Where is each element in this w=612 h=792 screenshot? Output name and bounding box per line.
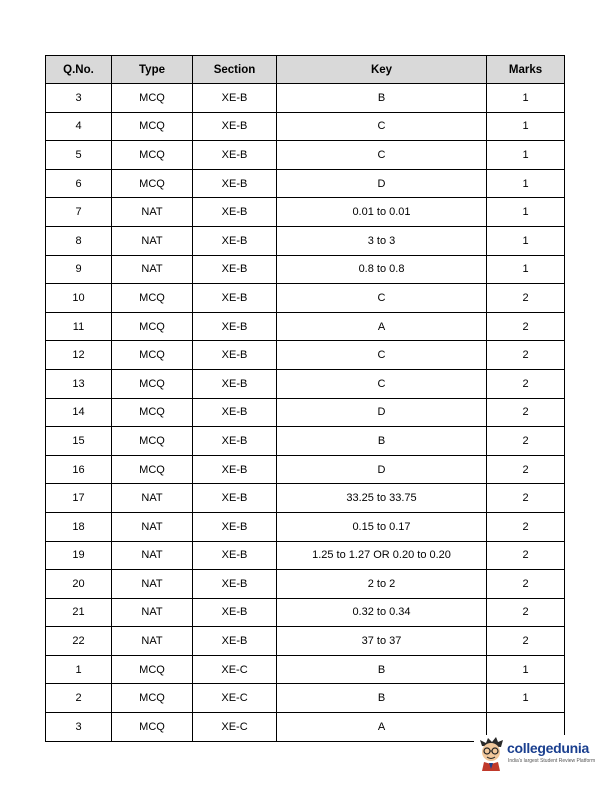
section-cell: XE-B bbox=[193, 255, 277, 284]
student-mascot-icon bbox=[476, 736, 506, 772]
table-row bbox=[46, 455, 565, 484]
key-cell: C bbox=[277, 141, 487, 170]
type-cell: MCQ bbox=[112, 713, 193, 742]
section-cell: XE-B bbox=[193, 369, 277, 398]
qno-cell: 9 bbox=[46, 255, 112, 284]
table-row bbox=[46, 198, 565, 227]
type-cell: NAT bbox=[112, 226, 193, 255]
logo-brand-text: collegedunia bbox=[507, 740, 589, 756]
qno-cell: 3 bbox=[46, 84, 112, 113]
marks-cell: 1 bbox=[487, 655, 565, 684]
table-row bbox=[46, 484, 565, 513]
marks-cell: 2 bbox=[487, 627, 565, 656]
type-cell: NAT bbox=[112, 255, 193, 284]
type-cell: NAT bbox=[112, 484, 193, 513]
qno-cell: 18 bbox=[46, 512, 112, 541]
marks-cell: 2 bbox=[487, 455, 565, 484]
section-cell: XE-B bbox=[193, 512, 277, 541]
section-cell: XE-B bbox=[193, 112, 277, 141]
section-cell: XE-B bbox=[193, 570, 277, 599]
qno-cell: 22 bbox=[46, 627, 112, 656]
marks-cell: 2 bbox=[487, 512, 565, 541]
section-cell: XE-B bbox=[193, 627, 277, 656]
qno-cell: 6 bbox=[46, 169, 112, 198]
section-cell: XE-B bbox=[193, 455, 277, 484]
marks-cell: 2 bbox=[487, 570, 565, 599]
type-cell: MCQ bbox=[112, 284, 193, 313]
type-cell: MCQ bbox=[112, 312, 193, 341]
section-cell: XE-B bbox=[193, 169, 277, 198]
marks-cell: 2 bbox=[487, 369, 565, 398]
marks-cell: 1 bbox=[487, 169, 565, 198]
key-cell: D bbox=[277, 169, 487, 198]
section-cell: XE-B bbox=[193, 198, 277, 227]
key-cell: A bbox=[277, 713, 487, 742]
table-header-row bbox=[46, 56, 565, 84]
table-row bbox=[46, 627, 565, 656]
qno-cell: 2 bbox=[46, 684, 112, 713]
qno-cell: 4 bbox=[46, 112, 112, 141]
marks-cell: 2 bbox=[487, 284, 565, 313]
key-cell: C bbox=[277, 341, 487, 370]
table-row bbox=[46, 169, 565, 198]
answer-key-table bbox=[45, 55, 565, 742]
qno-cell: 3 bbox=[46, 713, 112, 742]
type-cell: MCQ bbox=[112, 84, 193, 113]
section-cell: XE-C bbox=[193, 684, 277, 713]
table-row bbox=[46, 512, 565, 541]
type-cell: MCQ bbox=[112, 655, 193, 684]
marks-cell: 2 bbox=[487, 312, 565, 341]
type-cell: MCQ bbox=[112, 141, 193, 170]
qno-cell: 19 bbox=[46, 541, 112, 570]
qno-cell: 14 bbox=[46, 398, 112, 427]
table-row bbox=[46, 312, 565, 341]
key-cell: 2 to 2 bbox=[277, 570, 487, 599]
table-row bbox=[46, 341, 565, 370]
section-cell: XE-B bbox=[193, 341, 277, 370]
marks-cell: 1 bbox=[487, 112, 565, 141]
key-cell: D bbox=[277, 398, 487, 427]
qno-cell: 13 bbox=[46, 369, 112, 398]
qno-cell: 12 bbox=[46, 341, 112, 370]
table-body bbox=[46, 84, 565, 742]
logo-tagline: India's largest Student Review Platform bbox=[508, 758, 596, 764]
key-cell: C bbox=[277, 112, 487, 141]
table-row bbox=[46, 598, 565, 627]
qno-cell: 1 bbox=[46, 655, 112, 684]
key-cell: C bbox=[277, 369, 487, 398]
key-cell: 33.25 to 33.75 bbox=[277, 484, 487, 513]
table-row bbox=[46, 369, 565, 398]
section-cell: XE-B bbox=[193, 598, 277, 627]
table-row bbox=[46, 684, 565, 713]
marks-cell: 2 bbox=[487, 427, 565, 456]
marks-cell: 1 bbox=[487, 198, 565, 227]
section-cell: XE-B bbox=[193, 427, 277, 456]
table-row bbox=[46, 427, 565, 456]
header-key: Key bbox=[277, 56, 487, 84]
marks-cell: 1 bbox=[487, 84, 565, 113]
key-cell: C bbox=[277, 284, 487, 313]
section-cell: XE-B bbox=[193, 226, 277, 255]
type-cell: NAT bbox=[112, 512, 193, 541]
marks-cell: 1 bbox=[487, 255, 565, 284]
table-row bbox=[46, 112, 565, 141]
marks-cell: 2 bbox=[487, 341, 565, 370]
qno-cell: 10 bbox=[46, 284, 112, 313]
qno-cell: 16 bbox=[46, 455, 112, 484]
qno-cell: 21 bbox=[46, 598, 112, 627]
table-row bbox=[46, 398, 565, 427]
table-row bbox=[46, 284, 565, 313]
type-cell: NAT bbox=[112, 627, 193, 656]
marks-cell: 2 bbox=[487, 541, 565, 570]
section-cell: XE-B bbox=[193, 312, 277, 341]
marks-cell: 1 bbox=[487, 684, 565, 713]
key-cell: 0.15 to 0.17 bbox=[277, 512, 487, 541]
key-cell: 0.32 to 0.34 bbox=[277, 598, 487, 627]
type-cell: MCQ bbox=[112, 398, 193, 427]
header-type: Type bbox=[112, 56, 193, 84]
type-cell: MCQ bbox=[112, 341, 193, 370]
table-row bbox=[46, 255, 565, 284]
type-cell: MCQ bbox=[112, 369, 193, 398]
header-section: Section bbox=[193, 56, 277, 84]
table-row bbox=[46, 84, 565, 113]
type-cell: MCQ bbox=[112, 684, 193, 713]
type-cell: MCQ bbox=[112, 427, 193, 456]
section-cell: XE-C bbox=[193, 713, 277, 742]
qno-cell: 17 bbox=[46, 484, 112, 513]
type-cell: NAT bbox=[112, 598, 193, 627]
type-cell: MCQ bbox=[112, 455, 193, 484]
table-row bbox=[46, 570, 565, 599]
section-cell: XE-B bbox=[193, 398, 277, 427]
section-cell: XE-B bbox=[193, 84, 277, 113]
header-qno: Q.No. bbox=[46, 56, 112, 84]
table-row bbox=[46, 655, 565, 684]
qno-cell: 20 bbox=[46, 570, 112, 599]
section-cell: XE-B bbox=[193, 141, 277, 170]
table-row bbox=[46, 226, 565, 255]
section-cell: XE-B bbox=[193, 284, 277, 313]
type-cell: MCQ bbox=[112, 169, 193, 198]
key-cell: 0.01 to 0.01 bbox=[277, 198, 487, 227]
type-cell: NAT bbox=[112, 541, 193, 570]
table-row bbox=[46, 541, 565, 570]
collegedunia-logo bbox=[474, 735, 610, 775]
qno-cell: 11 bbox=[46, 312, 112, 341]
qno-cell: 15 bbox=[46, 427, 112, 456]
header-marks: Marks bbox=[487, 56, 565, 84]
qno-cell: 8 bbox=[46, 226, 112, 255]
type-cell: MCQ bbox=[112, 112, 193, 141]
key-cell: 3 to 3 bbox=[277, 226, 487, 255]
key-cell: D bbox=[277, 455, 487, 484]
type-cell: NAT bbox=[112, 570, 193, 599]
section-cell: XE-C bbox=[193, 655, 277, 684]
section-cell: XE-B bbox=[193, 484, 277, 513]
table-row bbox=[46, 141, 565, 170]
key-cell: B bbox=[277, 684, 487, 713]
key-cell: 0.8 to 0.8 bbox=[277, 255, 487, 284]
marks-cell: 2 bbox=[487, 398, 565, 427]
marks-cell: 1 bbox=[487, 141, 565, 170]
qno-cell: 7 bbox=[46, 198, 112, 227]
marks-cell: 2 bbox=[487, 484, 565, 513]
key-cell: B bbox=[277, 427, 487, 456]
key-cell: B bbox=[277, 655, 487, 684]
type-cell: NAT bbox=[112, 198, 193, 227]
section-cell: XE-B bbox=[193, 541, 277, 570]
key-cell: A bbox=[277, 312, 487, 341]
key-cell: 1.25 to 1.27 OR 0.20 to 0.20 bbox=[277, 541, 487, 570]
marks-cell: 2 bbox=[487, 598, 565, 627]
qno-cell: 5 bbox=[46, 141, 112, 170]
key-cell: 37 to 37 bbox=[277, 627, 487, 656]
key-cell: B bbox=[277, 84, 487, 113]
marks-cell: 1 bbox=[487, 226, 565, 255]
